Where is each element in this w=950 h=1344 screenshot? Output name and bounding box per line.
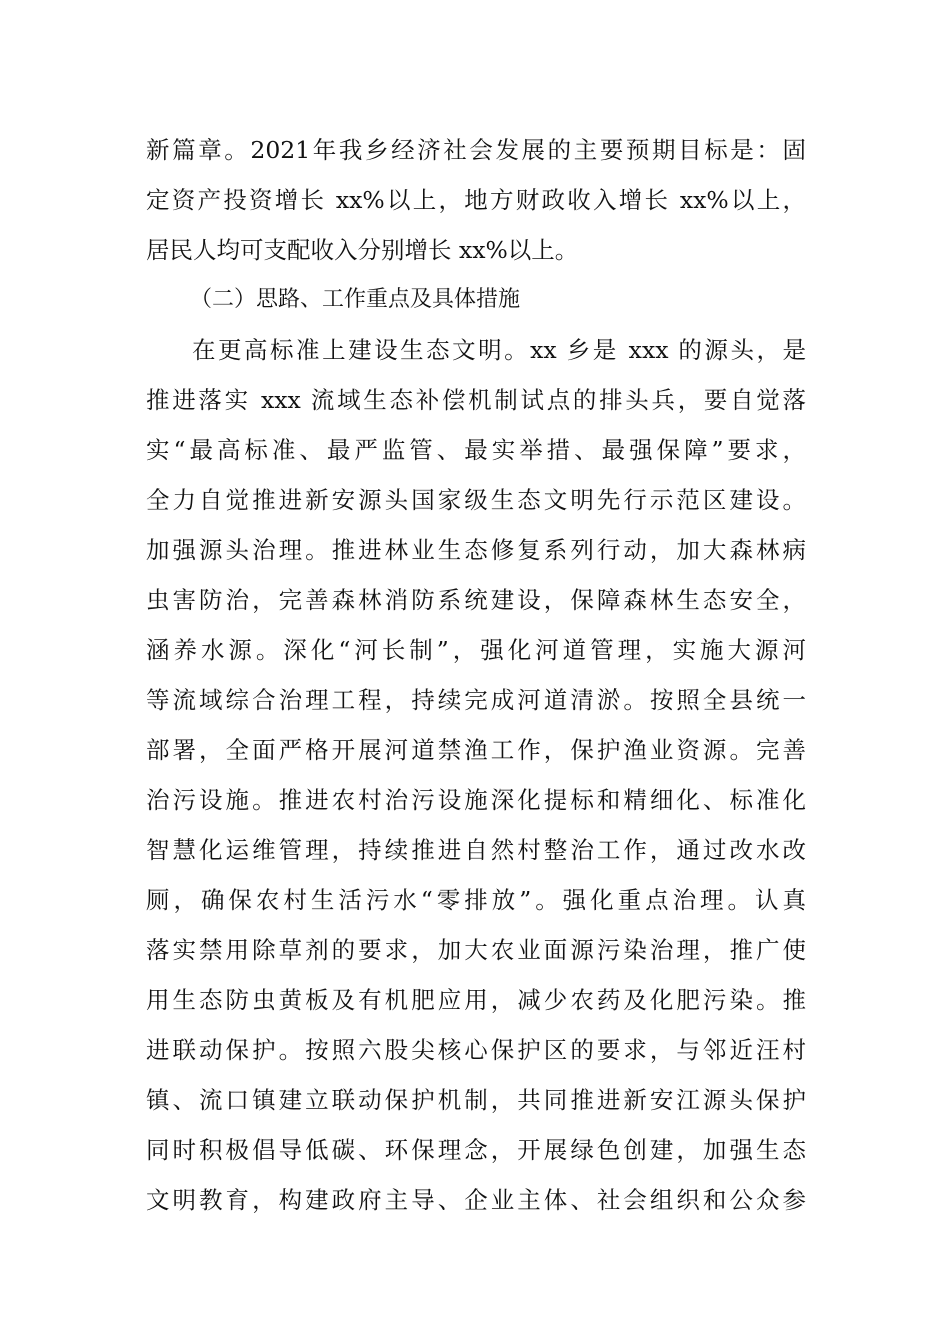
paragraph2-line-4: 全力自觉推进新安源头国家级生态文明先行示范区建设。 (146, 486, 806, 514)
paragraph2-line-12: 厕，确保农村生活污水“零排放”。强化重点治理。认真 (146, 886, 806, 914)
paragraph2-line-10: 治污设施。推进农村治污设施深化提标和精细化、标准化 (146, 786, 806, 814)
paragraph2-line-3: 实“最高标准、最严监管、最实举措、最强保障”要求， (146, 436, 806, 464)
paragraph2-line-18: 文明教育，构建政府主导、企业主体、社会组织和公众参 (146, 1186, 806, 1214)
paragraph1-line-3: 居民人均可支配收入分别增长 xx%以上。 (146, 236, 579, 264)
paragraph2-line-17: 同时积极倡导低碳、环保理念，开展绿色创建，加强生态 (146, 1136, 806, 1164)
paragraph2-line-1: 在更高标准上建设生态文明。xx 乡是 xxx 的源头，是 (192, 336, 806, 364)
paragraph2-line-11: 智慧化运维管理，持续推进自然村整治工作，通过改水改 (146, 836, 806, 864)
paragraph2-line-9: 部署，全面严格开展河道禁渔工作，保护渔业资源。完善 (146, 736, 806, 764)
section-heading: （二）思路、工作重点及具体措施 (190, 287, 521, 312)
paragraph2-line-2: 推进落实 xxx 流域生态补偿机制试点的排头兵，要自觉落 (146, 386, 806, 414)
paragraph2-line-7: 涵养水源。深化“河长制”，强化河道管理，实施大源河 (146, 636, 806, 664)
paragraph1-line-1: 新篇章。2021年我乡经济社会发展的主要预期目标是：固 (146, 136, 806, 164)
paragraph2-line-6: 虫害防治，完善森林消防系统建设，保障森林生态安全， (146, 586, 806, 614)
paragraph1-line-2: 定资产投资增长 xx%以上，地方财政收入增长 xx%以上， (146, 186, 806, 214)
paragraph2-line-15: 进联动保护。按照六股尖核心保护区的要求，与邻近汪村 (146, 1036, 806, 1064)
paragraph2-line-5: 加强源头治理。推进林业生态修复系列行动，加大森林病 (146, 536, 806, 564)
paragraph2-line-14: 用生态防虫黄板及有机肥应用，减少农药及化肥污染。推 (146, 986, 806, 1014)
paragraph2-line-8: 等流域综合治理工程，持续完成河道清淤。按照全县统一 (146, 686, 806, 714)
paragraph2-line-16: 镇、流口镇建立联动保护机制，共同推进新安江源头保护 (146, 1086, 806, 1114)
paragraph2-line-13: 落实禁用除草剂的要求，加大农业面源污染治理，推广使 (146, 936, 806, 964)
